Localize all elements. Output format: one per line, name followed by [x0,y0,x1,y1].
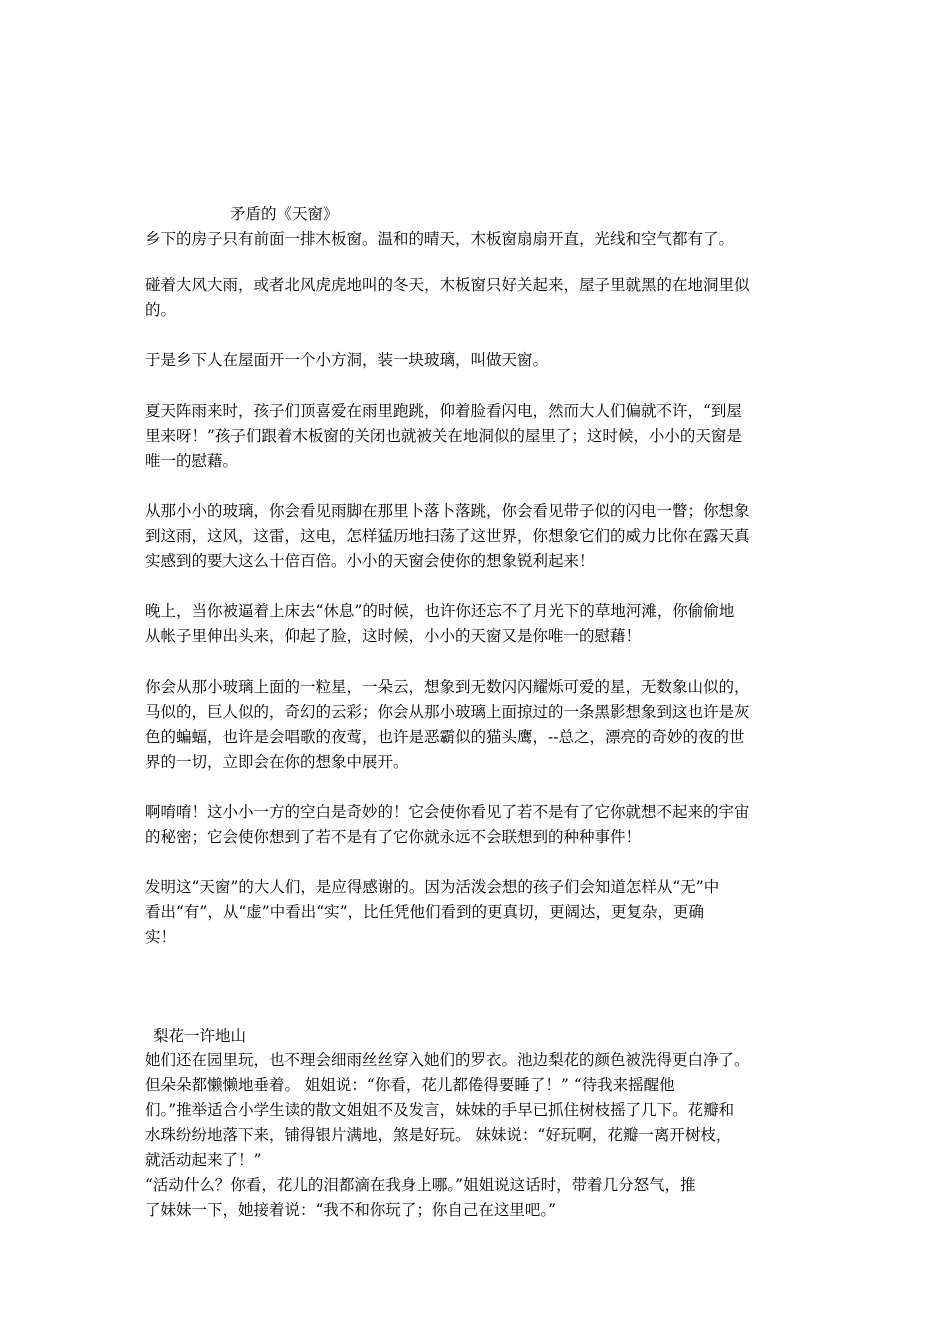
essay-1-title: 矛盾的《天窗》 [230,205,339,223]
essay-1-line: 你会从那小玻璃上面的一粒星，一朵云，想象到无数闪闪耀烁可爱的星，无数象山似的， [145,678,750,696]
essay-1-line: 于是乡下人在屋面开一个小方洞，装一块玻璃，叫做天窗。 [145,351,549,369]
essay-2-line: 们。”推举适合小学生读的散文姐姐不及发言，妹妹的手早已抓住树枝摇了几下。花瓣和 [145,1101,735,1119]
essay-1-line: 乡下的房子只有前面一排木板窗。温和的晴天，木板窗扇扇开直，光线和空气都有了。 [145,230,735,248]
essay-1-line: 唯一的慰藉。 [145,452,239,470]
essay-1-line: 实！ [145,928,177,946]
essay-1-line: 发明这“天窗”的大人们，是应得感谢的。因为活泼会想的孩子们会知道怎样从“无”中 [145,878,720,896]
essay-1-line: 看出“有”，从“虚”中看出“实”，比任凭他们看到的更真切，更阔达，更复杂，更确 [145,903,705,921]
essay-2-line: 水珠纷纷地落下来，铺得银片满地，煞是好玩。 妹妹说：“好玩啊，花瓣一离开树枝， [145,1126,732,1144]
essay-2-title: 梨花一许地山 [153,1027,247,1045]
essay-1-line: 实感到的要大这么十倍百倍。小小的天窗会使你的想象锐利起来！ [145,552,595,570]
essay-2-line: “活动什么？你看，花儿的泪都滴在我身上哪。”姐姐说这话时，带着几分怒气，推 [145,1176,696,1194]
essay-2-line: 就活动起来了！” [145,1151,262,1169]
essay-1-line: 界的一切，立即会在你的想象中展开。 [145,753,409,771]
essay-2-line: 但朵朵都懒懒地垂着。 姐姐说：“你看，花儿都倦得要睡了！” “待我来摇醒他 [145,1076,675,1094]
essay-1-line: 的秘密；它会使你想到了若不是有了它你就永远不会联想到的种种事件！ [145,828,642,846]
essay-1-line: 里来呀！”孩子们跟着木板窗的关闭也就被关在地洞似的屋里了；这时候，小小的天窗是 [145,427,742,445]
essay-1-line: 从那小小的玻璃，你会看见雨脚在那里卜落卜落跳，你会看见带子似的闪电一瞥；你想象 [145,502,750,520]
essay-1-line: 晚上，当你被逼着上床去“休息”的时候，也许你还忘不了月光下的草地河滩，你偷偷地 [145,602,735,620]
essay-1-line: 的。 [145,301,177,319]
essay-1-line: 色的蝙蝠，也许是会唱歌的夜莺，也许是恶霸似的猫头鹰，--总之，漂亮的奇妙的夜的世 [145,728,745,746]
essay-1-line: 马似的，巨人似的，奇幻的云彩；你会从那小玻璃上面掠过的一条黑影想象到这也许是灰 [145,703,750,721]
essay-2-line: 了妹妹一下，她接着说：“我不和你玩了；你自己在这里吧。” [145,1201,557,1219]
essay-1-line: 碰着大风大雨，或者北风虎虎地叫的冬天，木板窗只好关起来，屋子里就黑的在地洞里似 [145,276,750,294]
essay-2-line: 她们还在园里玩，也不理会细雨丝丝穿入她们的罗衣。池边梨花的颜色被洗得更白净了。 [145,1051,750,1069]
essay-1-line: 从帐子里伸出头来，仰起了脸，这时候，小小的天窗又是你唯一的慰藉！ [145,627,642,645]
essay-1-line: 夏天阵雨来时，孩子们顶喜爱在雨里跑跳，仰着脸看闪电，然而大人们偏就不许，“到屋 [145,402,742,420]
essay-1-line: 啊唷唷！这小小一方的空白是奇妙的！它会使你看见了若不是有了它你就想不起来的宇宙 [145,803,750,821]
essay-1-line: 到这雨，这风，这雷，这电，怎样猛历地扫荡了这世界，你想象它们的威力比你在露天真 [145,527,750,545]
